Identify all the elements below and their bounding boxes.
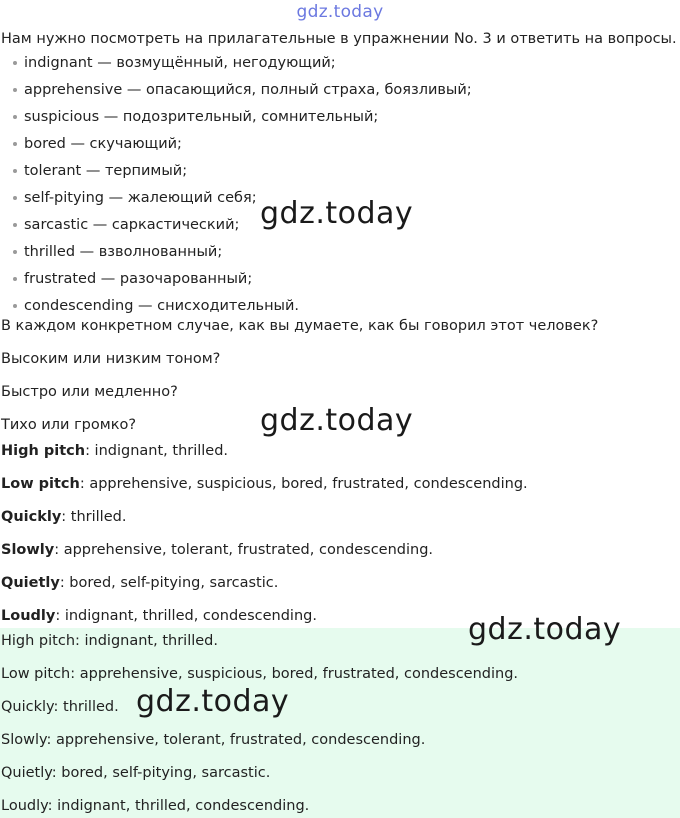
answer-line bbox=[1, 575, 278, 591]
answer-value: : bored, self-pitying, sarcastic. bbox=[59, 575, 279, 591]
answer-label: Quickly bbox=[1, 509, 62, 525]
answer-label: Low pitch bbox=[1, 476, 80, 492]
answer-line bbox=[1, 608, 317, 624]
watermark: gdz.today bbox=[260, 196, 414, 231]
list-item: suspicious — подозрительный, сомнительный; bbox=[0, 106, 472, 133]
summary-line: Quickly: thrilled. bbox=[1, 699, 119, 715]
list-item: self-pitying — жалеющий себя; bbox=[0, 187, 472, 214]
list-item: bored — скучающий; bbox=[0, 133, 472, 160]
list-item: thrilled — взволнованный; bbox=[0, 241, 472, 268]
watermark: gdz.today bbox=[468, 612, 622, 647]
answer-value: : apprehensive, tolerant, frustrated, condescending. bbox=[54, 542, 434, 558]
answer-line bbox=[1, 476, 528, 492]
question-text: Высоким или низким тоном? bbox=[1, 351, 221, 367]
summary-line: High pitch: indignant, thrilled. bbox=[1, 633, 218, 649]
list-item: sarcastic — саркастический; bbox=[0, 214, 472, 241]
answer-label: Slowly bbox=[1, 542, 55, 558]
summary-line: Slowly: apprehensive, tolerant, frustrated, condescending. bbox=[1, 732, 426, 748]
answer-value: : indignant, thrilled. bbox=[85, 443, 229, 459]
answer-line bbox=[1, 443, 228, 459]
answer-value: : indignant, thrilled, condescending. bbox=[55, 608, 317, 624]
adjective-list bbox=[0, 52, 472, 322]
watermark: gdz.today bbox=[136, 684, 290, 719]
answer-line bbox=[1, 542, 433, 558]
watermark: gdz.today bbox=[260, 403, 414, 438]
question-text: В каждом конкретном случае, как вы думаете, как бы говорил этот человек? bbox=[1, 318, 599, 334]
list-item: condescending — снисходительный. bbox=[0, 295, 472, 322]
list-item: tolerant — терпимый; bbox=[0, 160, 472, 187]
list-item: indignant — возмущённый, негодующий; bbox=[0, 52, 472, 79]
summary-line: Loudly: indignant, thrilled, condescending. bbox=[1, 798, 310, 814]
answer-value: : thrilled. bbox=[61, 509, 127, 525]
summary-box bbox=[0, 628, 680, 818]
list-item: apprehensive — опасающийся, полный страха, боязливый; bbox=[0, 79, 472, 106]
answer-value: : apprehensive, suspicious, bored, frustrated, condescending. bbox=[79, 476, 528, 492]
summary-line: Low pitch: apprehensive, suspicious, bored, frustrated, condescending. bbox=[1, 666, 519, 682]
answer-label: Loudly bbox=[1, 608, 56, 624]
header-watermark: gdz.today bbox=[296, 2, 384, 22]
question-text: Быстро или медленно? bbox=[1, 384, 178, 400]
summary-line: Quietly: bored, self-pitying, sarcastic. bbox=[1, 765, 271, 781]
intro-text: Нам нужно посмотреть на прилагательные в упражнении No. 3 и ответить на вопросы. bbox=[1, 31, 677, 47]
answer-line bbox=[1, 509, 126, 525]
list-item: frustrated — разочарованный; bbox=[0, 268, 472, 295]
answer-label: High pitch bbox=[1, 443, 86, 459]
question-text: Тихо или громко? bbox=[1, 417, 137, 433]
answer-label: Quietly bbox=[1, 575, 60, 591]
